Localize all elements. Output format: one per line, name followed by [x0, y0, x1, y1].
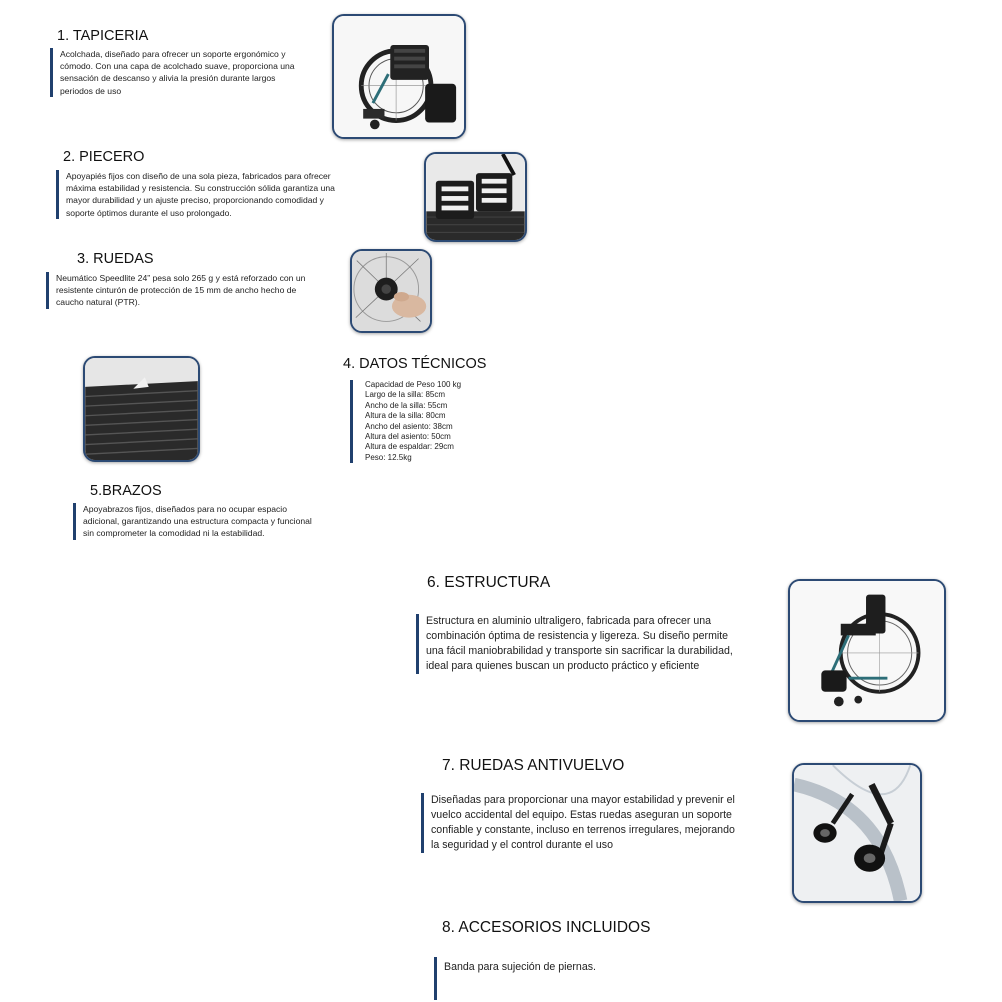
photo-wheel-hub [350, 249, 432, 333]
text-line: vuelco accidental del equipo. Estas ruedas aseguran un soporte [431, 809, 732, 821]
section-title-estructura: 6. ESTRUCTURA [427, 574, 551, 591]
section-text-accesorios [434, 957, 596, 1000]
text-line: Acolchada, diseñado para ofrecer un soporte ergonómico y [60, 49, 286, 59]
section-text-ruedas-antivuelvo [421, 793, 735, 853]
text-line: caucho natural (PTR). [56, 297, 141, 308]
text-line: cómodo. Con una capa de acolchado suave, proporciona una [60, 61, 295, 72]
text-line: Diseñadas para proporcionar una mayor estabilidad y prevenir el [431, 794, 735, 806]
wheelchair-icon [334, 16, 464, 137]
text-line: Banda para sujeción de piernas. [444, 961, 596, 973]
photo-footrest [424, 152, 527, 242]
section-title-piecero: 2. PIECERO [63, 149, 145, 165]
footrest-icon [426, 154, 525, 240]
section-text-brazos [73, 503, 312, 540]
text-line: Neumático Speedlite 24” pesa solo 265 g y está reforzado con un [56, 273, 306, 283]
text-line: la seguridad y el control durante el uso [431, 839, 613, 851]
photo-seat-cushion [83, 356, 200, 462]
seat-cushion-icon [85, 358, 198, 460]
text-line: confiable y constante, incluso en terrenos irregulares, mejorando [431, 824, 735, 836]
spec-line: Ancho de la silla: 55cm [365, 400, 448, 410]
text-line: mayor durabilidad y un ajuste preciso, proporcionando comodidad y [66, 195, 324, 206]
photo-wheelchair-frame [788, 579, 946, 722]
section-text-ruedas [46, 272, 305, 309]
text-line: adicional, garantizando una estructura compacta y funcional [83, 516, 312, 527]
spec-line: Ancho del asiento: 38cm [365, 421, 453, 431]
spec-line: Altura del asiento: 50cm [365, 432, 451, 442]
text-line: periodos de uso [60, 85, 122, 96]
spec-line: Altura de la silla: 80cm [365, 411, 446, 421]
text-line: Estructura en aluminio ultraligero, fabricada para ofrecer una [426, 615, 712, 627]
section-title-brazos: 5.BRAZOS [90, 483, 162, 499]
text-line: sensación de descanso y alivia la presión durante largos [60, 73, 276, 84]
section-text-datos-tecnicos [350, 380, 461, 463]
anti-tip-wheels-icon [794, 765, 920, 901]
section-title-datos-tecnicos: 4. DATOS TÉCNICOS [343, 356, 487, 372]
photo-wheelchair-upholstery [332, 14, 466, 139]
section-title-ruedas: 3. RUEDAS [77, 251, 154, 267]
spec-line: Peso: 12.5kg [365, 452, 412, 462]
text-line: Apoyabrazos fijos, diseñados para no ocupar espacio [83, 504, 287, 514]
spec-line: Capacidad de Peso 100 kg [365, 380, 462, 389]
section-text-piecero [56, 170, 335, 219]
text-line: soporte óptimos durante el uso prolongado. [66, 207, 232, 218]
text-line: resistente cinturón de protección de 15 mm de ancho hecho de [56, 285, 297, 296]
photo-anti-tip-wheels [792, 763, 922, 903]
section-text-tapiceria [50, 48, 295, 97]
spec-line: Altura de espaldar: 29cm [365, 442, 454, 452]
text-line: sin comprometer la comodidad ni la estabilidad. [83, 528, 265, 539]
section-title-tapiceria: 1. TAPICERIA [57, 28, 149, 44]
text-line: ideal para quienes buscan un producto práctico y eficiente [426, 660, 700, 672]
text-line: máxima estabilidad y resistencia. Su construcción sólida garantiza una [66, 183, 335, 194]
text-line: Apoyapiés fijos con diseño de una sola pieza, fabricados para ofrecer [66, 171, 331, 181]
section-text-estructura [416, 614, 733, 674]
section-title-ruedas-antivuelvo: 7. RUEDAS ANTIVUELVO [442, 757, 625, 774]
wheelchair-frame-icon [790, 581, 944, 720]
spec-line: Largo de la silla: 85cm [365, 390, 446, 400]
wheel-hub-icon [352, 251, 430, 331]
text-line: combinación óptima de resistencia y ligereza. Su diseño permite [426, 630, 729, 642]
text-line: una fácil maniobrabilidad y transporte sin sacrificar la durabilidad, [426, 645, 733, 657]
section-title-accesorios: 8. ACCESORIOS INCLUIDOS [442, 919, 651, 936]
